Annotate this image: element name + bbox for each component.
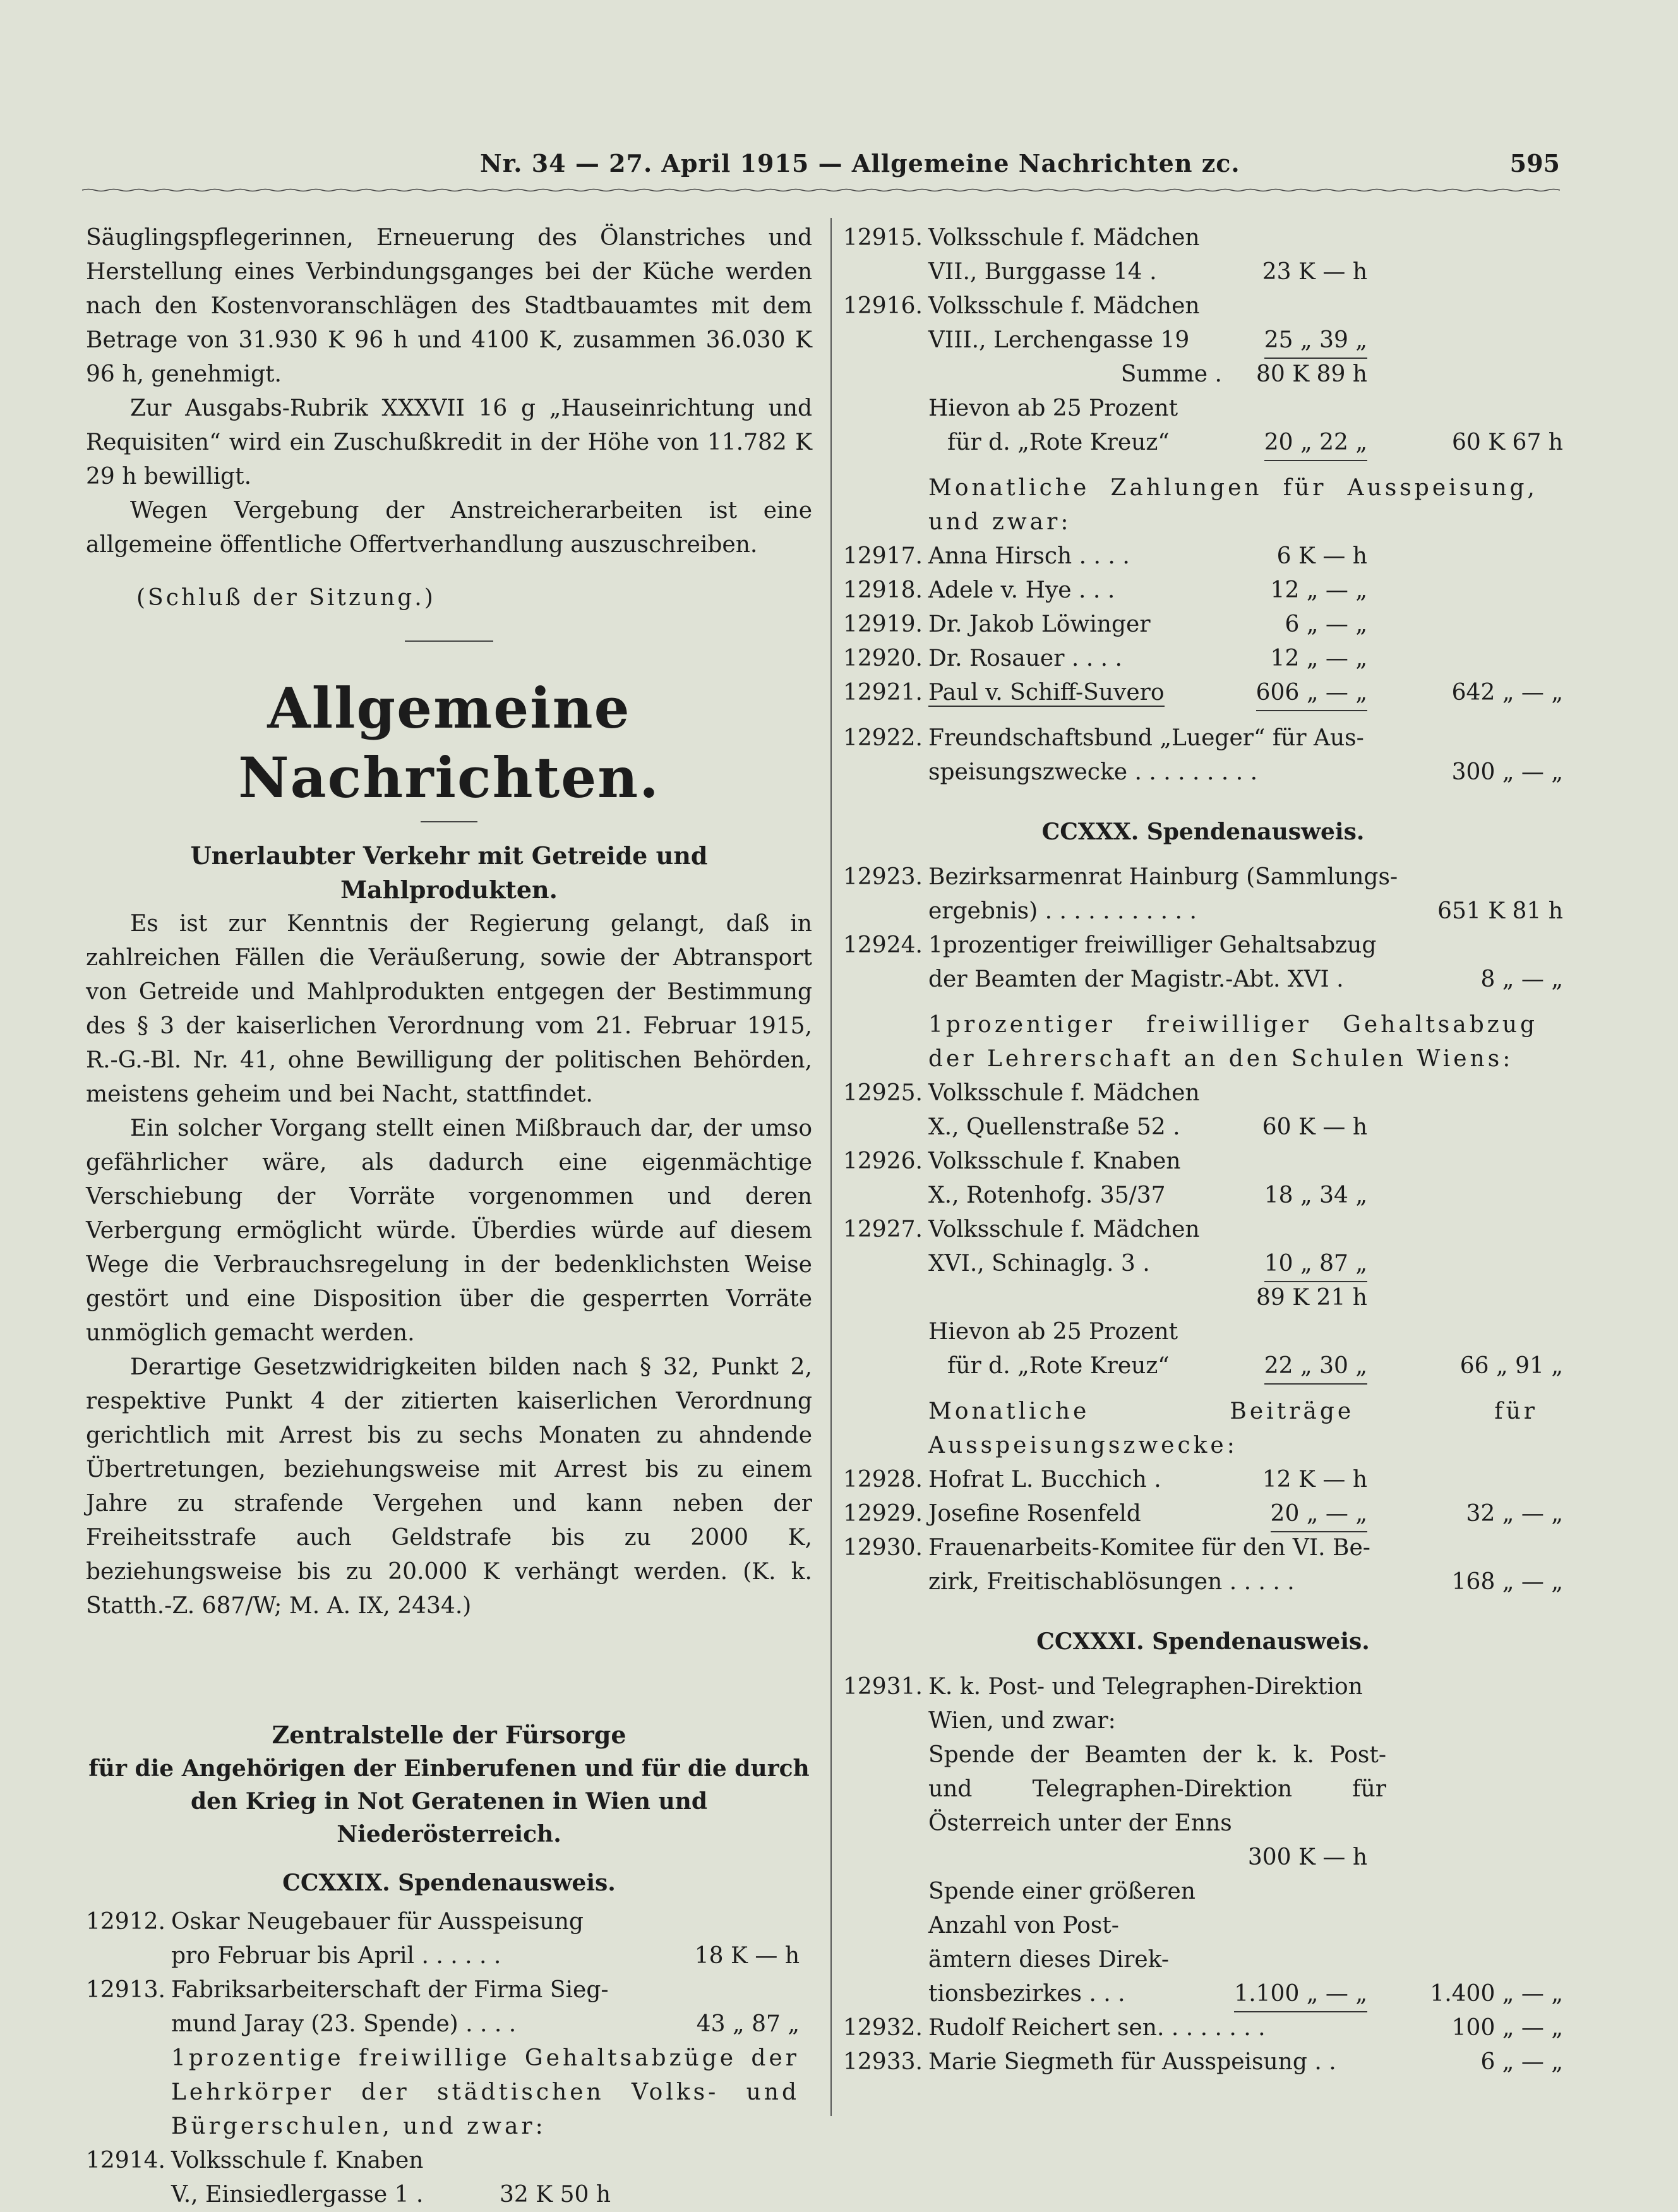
getreide-paragraph-2: Ein solcher Vorgang stellt einen Mißbrauch dar, der umso gefährlicher wäre, als dadurch eine eigenmächtige Verschiebung der Vorräte vorgenommen und deren Verbergung ermöglicht würde. Überdies würde auf diesem Wege die Verbrauchsregelung in der bedenklichsten Weise gestört und eine Disposition über die gesperrten Vorräte unmöglich gemacht werden. <box>86 1115 812 1346</box>
header-wavy-rule <box>82 188 1560 192</box>
entry-text: Volksschule f. Mädchen <box>928 225 1200 251</box>
sum-label: Summe . <box>1120 361 1222 387</box>
red-cross-deduction-2 <box>843 1315 1563 1383</box>
entry-text: V., Einsiedlergasse 1 . <box>171 2182 424 2208</box>
entry-text: XVI., Schinaglg. 3 . <box>928 1251 1150 1277</box>
donation-entry-12917 <box>843 539 1563 574</box>
entry-text: Josefine Rosenfeld <box>928 1501 1141 1527</box>
entry-amount: 23 K — h <box>1262 259 1367 285</box>
page-number: 595 <box>1509 149 1560 177</box>
entry-text: für d. „Rote Kreuz“ <box>947 430 1170 455</box>
entry-text: speisungszwecke . . . . . . . . . <box>928 759 1258 785</box>
entry-subtext: ämtern dieses Direk- <box>928 1947 1170 1973</box>
donation-entry-12929 <box>843 1497 1563 1531</box>
getreide-paragraph-3: Derartige Gesetzwidrigkeiten bilden nach § 32, Punkt 2, respektive Punkt 4 der zitierten kaiserlichen Verordnung gerichtlich mit Arrest bis zu sechs Monaten zu ahndende Übertretungen, beziehungsweise mit Arrest bis zu einem Jahre zu strafende Vergehen und kann neben der Freiheitsstrafe auch Geldstrafe bis zu 2000 K, beziehungsweise bis zu 20.000 K verhängt werden. (K. k. Statth.-Z. 687/W; M. A. IX, 2434.) <box>86 1354 812 1619</box>
entry-number: 12923. <box>843 864 923 890</box>
donation-entry-12928 <box>843 1463 1563 1497</box>
entry-text: 1prozentiger freiwilliger Gehaltsabzug <box>928 932 1377 958</box>
group-heading-text: 1prozentige freiwillige Gehaltsabzüge der Lehrkörper der städtischen Volks- und Bürgerschulen, und zwar: <box>171 2045 800 2139</box>
donation-entry-12931 <box>843 1670 1563 2011</box>
donation-entry-12933 <box>843 2045 1563 2079</box>
entry-text: Adele v. Hye . . . <box>928 577 1115 603</box>
entry-text: Marie Siegmeth für Ausspeisung . . <box>928 2049 1336 2075</box>
red-cross-deduction-1 <box>843 392 1563 460</box>
entry-text: ergebnis) . . . . . . . . . . . <box>928 898 1197 924</box>
entry-number: 12920. <box>843 646 923 671</box>
group-heading-lehrerschaft <box>843 1008 1563 1076</box>
entry-number: 12917. <box>843 543 923 569</box>
entry-amount: 606 „ — „ <box>1256 676 1367 711</box>
entry-total: 32 „ — „ <box>1466 1501 1563 1527</box>
spendenausweis-ccxxix: CCXXIX. Spendenausweis. <box>282 1870 616 1896</box>
donation-entry-12913 <box>86 1973 812 2041</box>
entry-text: der Beamten der Magistr.-Abt. XVI . <box>928 966 1344 992</box>
donation-entry-12922 <box>843 721 1563 790</box>
entry-amount: 12 „ — „ <box>1270 577 1367 603</box>
donation-entry-12924 <box>843 929 1563 997</box>
donation-entry-12916 <box>843 289 1563 358</box>
entry-number: 12913. <box>86 1977 165 2003</box>
entry-text: VII., Burggasse 14 . <box>928 259 1157 285</box>
entry-number: 12919. <box>843 611 923 637</box>
entry-text: Volksschule f. Knaben <box>928 1148 1181 1174</box>
entry-total: 6 „ — „ <box>1480 2049 1563 2075</box>
entry-text: X., Rotenhofg. 35/37 <box>928 1182 1166 1208</box>
entry-text: X., Quellenstraße 52 . <box>928 1114 1180 1140</box>
entry-text: Volksschule f. Knaben <box>171 2148 424 2173</box>
entry-amount: 1.100 „ — „ <box>1234 1977 1367 2012</box>
entry-amount: 22 „ 30 „ <box>1264 1349 1367 1385</box>
entry-total: 60 K 67 h <box>1451 430 1563 455</box>
group-heading-text: Monatliche Beiträge für Ausspeisungszwecke: <box>928 1398 1538 1458</box>
main-title: Allgemeine Nachrichten. <box>238 675 660 810</box>
entry-number: 12918. <box>843 577 923 603</box>
entry-text: Dr. Jakob Löwinger <box>928 611 1151 637</box>
intro-paragraph-3: Wegen Vergebung der Anstreicherarbeiten ist eine allgemeine öffentliche Offertverhandlung auszuschreiben. <box>86 498 812 558</box>
entry-total: 66 „ 91 „ <box>1459 1353 1563 1379</box>
entry-amount: 20 „ 22 „ <box>1264 426 1367 461</box>
entry-total: 651 K 81 h <box>1437 898 1563 924</box>
entry-text: für d. „Rote Kreuz“ <box>947 1353 1170 1379</box>
entry-total: 1.400 „ — „ <box>1430 1981 1563 2007</box>
entry-total: 300 „ — „ <box>1451 759 1563 785</box>
entry-text: Hievon ab 25 Prozent <box>928 1319 1178 1345</box>
entry-amount: 12 „ — „ <box>1270 646 1367 671</box>
donation-entry-12920 <box>843 642 1563 676</box>
entry-text: Hievon ab 25 Prozent <box>928 395 1178 421</box>
entry-subtext: Anzahl von Post- <box>928 1913 1119 1939</box>
spendenausweis-ccxxxi: CCXXXI. Spendenausweis. <box>1036 1628 1370 1655</box>
sum-amount: 80 K 89 h <box>1256 361 1367 387</box>
entry-text: Anna Hirsch . . . . <box>928 543 1130 569</box>
entry-amount: 25 „ 39 „ <box>1264 323 1367 359</box>
getreide-paragraph-1: Es ist zur Kenntnis der Regierung gelangt, daß in zahlreichen Fällen die Veräußerung, sowie der Abtransport von Getreide und Mahlprodukten entgegen der Bestimmung des § 3 der kaiserlichen Verordnung vom 21. Februar 1915, R.-G.-Bl. Nr. 41, ohne Bewilligung der politischen Behörden, meistens geheim und bei Nacht, stattfindet. <box>86 911 812 1107</box>
group-heading-schulen <box>86 2041 812 2144</box>
donation-entry-12914 <box>86 2144 812 2212</box>
left-column <box>86 221 812 2212</box>
entry-amount: 32 K 50 h <box>500 2182 611 2208</box>
donation-entry-12915 <box>843 221 1563 289</box>
sum-line-2 <box>843 1281 1563 1315</box>
entry-text: Volksschule f. Mädchen <box>928 293 1200 319</box>
entry-number: 12929. <box>843 1501 923 1527</box>
column-divider <box>830 218 832 2116</box>
donation-entry-12930 <box>843 1531 1563 1599</box>
entry-text: Frauenarbeits-Komitee für den VI. Be- <box>928 1535 1370 1561</box>
section-title-zentralstelle: Zentralstelle der Fürsorge <box>272 1721 626 1749</box>
intro-paragraph-2: Zur Ausgabs-Rubrik XXXVII 16 g „Hauseinrichtung und Requisiten“ wird ein Zuschußkredit in der Höhe von 11.782 K 29 h bewilligt. <box>86 395 812 490</box>
entry-subtext: Spende einer größeren <box>928 1878 1196 1904</box>
entry-text: Freundschaftsbund „Lueger“ für Aus- <box>928 725 1364 751</box>
entry-amount: 20 „ — „ <box>1271 1497 1367 1532</box>
entry-number: 12924. <box>843 932 923 958</box>
entry-text: Fabriksarbeiterschaft der Firma Sieg- <box>171 1977 609 2003</box>
sum-amount: 89 K 21 h <box>1256 1285 1367 1311</box>
entry-amount: 43 „ 87 „ <box>696 2011 800 2037</box>
group-heading-beitraege <box>843 1395 1563 1463</box>
section-subtitle-zentralstelle: für die Angehörigen der Einberufenen und für die durch den Krieg in Not Geratenen in Wien und Niederösterreich. <box>88 1755 810 1848</box>
group-heading-monthly <box>843 471 1563 539</box>
section-divider <box>405 640 493 642</box>
entry-text: Paul v. Schiff-Suvero <box>928 680 1165 706</box>
title-rule <box>421 821 477 822</box>
entry-number: 12928. <box>843 1467 923 1493</box>
intro-paragraph-1: Säuglingspflegerinnen, Erneuerung des Ölanstriches und Herstellung eines Verbindungsganges bei der Küche werden nach den Kostenvoranschlägen des Stadtbauamtes mit dem Betrage von 31.930 K 96 h und 4100 K, zusammen 36.030 K 96 h, genehmigt. <box>86 225 812 387</box>
sum-line-1 <box>843 358 1563 392</box>
entry-number: 12912. <box>86 1909 165 1935</box>
entry-text: Hofrat L. Bucchich . <box>928 1467 1161 1493</box>
donation-entry-12932 <box>843 2011 1563 2045</box>
entry-subtext: Spende der Beamten der k. k. Post- und Telegraphen-Direktion für Österreich unter der Enns <box>928 1742 1386 1836</box>
entry-text: Volksschule f. Mädchen <box>928 1217 1200 1242</box>
entry-text: Oskar Neugebauer für Ausspeisung <box>171 1909 584 1935</box>
entry-text: Rudolf Reichert sen. . . . . . . . <box>928 2015 1266 2041</box>
donation-entry-12919 <box>843 608 1563 642</box>
entry-amount: 6 „ — „ <box>1285 611 1367 637</box>
entry-number: 12926. <box>843 1148 923 1174</box>
donation-entry-12923 <box>843 860 1563 929</box>
entry-text: mund Jaray (23. Spende) . . . . <box>171 2011 517 2037</box>
entry-text: Wien, und zwar: <box>928 1708 1116 1734</box>
entry-total: 642 „ — „ <box>1451 680 1563 706</box>
right-column <box>843 221 1563 2079</box>
entry-amount: 300 K — h <box>1247 1844 1367 1870</box>
entry-amount: 60 K — h <box>1262 1114 1367 1140</box>
entry-text: pro Februar bis April . . . . . . <box>171 1943 501 1969</box>
entry-number: 12930. <box>843 1535 923 1561</box>
entry-text: Volksschule f. Mädchen <box>928 1080 1200 1106</box>
entry-number: 12914. <box>86 2148 165 2173</box>
donation-entry-12926 <box>843 1145 1563 1213</box>
donation-entry-12927 <box>843 1213 1563 1281</box>
group-heading-text: 1prozentiger freiwilliger Gehaltsabzug der Lehrerschaft an den Schulen Wiens: <box>928 1012 1538 1072</box>
entry-number: 12927. <box>843 1217 923 1242</box>
entry-number: 12933. <box>843 2049 923 2075</box>
spacer <box>86 1623 812 1718</box>
page-header <box>82 144 1560 188</box>
entry-text: zirk, Freitischablösungen . . . . . <box>928 1569 1295 1595</box>
entry-number: 12922. <box>843 725 923 751</box>
section-title-getreide: Unerlaubter Verkehr mit Getreide und Mahlprodukten. <box>190 841 708 904</box>
entry-number: 12925. <box>843 1080 923 1106</box>
entry-amount: 18 „ 34 „ <box>1264 1182 1367 1208</box>
entry-text: VIII., Lerchengasse 19 <box>928 327 1190 353</box>
spendenausweis-ccxxx: CCXXX. Spendenausweis. <box>1041 819 1365 845</box>
entry-amount: 6 K — h <box>1276 543 1367 569</box>
donation-entry-12918 <box>843 574 1563 608</box>
entry-number: 12932. <box>843 2015 923 2041</box>
donation-entry-12921 <box>843 676 1563 710</box>
entry-subtext: tionsbezirkes . . . <box>928 1981 1125 2007</box>
session-closing: (Schluß der Sitzung.) <box>136 585 436 611</box>
entry-amount: 12 K — h <box>1262 1467 1367 1493</box>
entry-amount: 18 K — h <box>694 1943 800 1969</box>
header-title: Nr. 34 — 27. April 1915 — Allgemeine Nachrichten zc. <box>480 149 1240 177</box>
entry-text: Dr. Rosauer . . . . <box>928 646 1122 671</box>
entry-amount: 10 „ 87 „ <box>1264 1247 1367 1282</box>
entry-number: 12916. <box>843 293 923 319</box>
entry-total: 100 „ — „ <box>1451 2015 1563 2041</box>
entry-number: 12915. <box>843 225 923 251</box>
group-heading-text: Monatliche Zahlungen für Ausspeisung, und zwar: <box>928 475 1538 535</box>
entry-total: 168 „ — „ <box>1451 1569 1563 1595</box>
donation-entry-12912 <box>86 1905 812 1973</box>
entry-text: K. k. Post- und Telegraphen-Direktion <box>928 1674 1363 1700</box>
entry-number: 12921. <box>843 680 923 706</box>
donation-entry-12925 <box>843 1076 1563 1145</box>
entry-number: 12931. <box>843 1674 923 1700</box>
entry-text: Bezirksarmenrat Hainburg (Sammlungs- <box>928 864 1398 890</box>
entry-total: 8 „ — „ <box>1480 966 1563 992</box>
